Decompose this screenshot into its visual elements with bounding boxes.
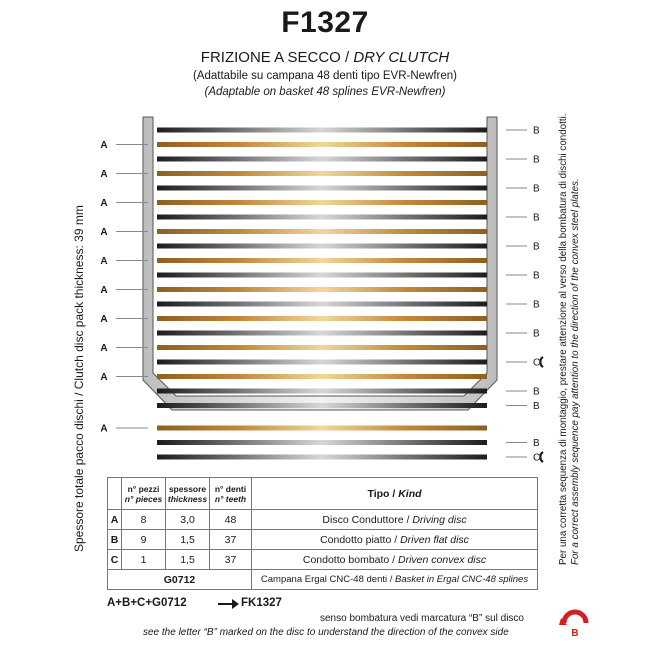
flat-steel-disc [157, 273, 487, 278]
disc-label-a: A [100, 285, 108, 296]
table-basket-row [108, 570, 538, 590]
driving-disc [157, 374, 487, 379]
convex-marker-icon [558, 603, 592, 639]
disc-label-b: B [533, 183, 540, 195]
arrow-head-icon [232, 599, 239, 609]
header-kind: Tipo / Kind [252, 478, 538, 510]
disc-label-a: A [100, 198, 108, 209]
spec-table [107, 477, 538, 590]
flat-steel-disc [157, 215, 487, 220]
convex-note-it: senso bombatura vedi marcatura “B” sul disco [320, 613, 524, 624]
disc-label-a: A [100, 227, 108, 238]
row-pieces: 8 [122, 510, 166, 530]
kit-formula: A+B+C+G0712 [107, 597, 187, 609]
disc-label-b: B [533, 270, 540, 282]
disc-label-a: A [100, 169, 108, 180]
disc-label-b: B [533, 125, 540, 137]
header-pieces: n° pezzi n° pieces [122, 478, 166, 510]
row-teeth: 37 [210, 530, 252, 550]
pack-thickness-label: Spessore totale pacco dischi / Clutch disc pack thickness: 39 mm [72, 205, 86, 552]
convex-note-en: see the letter “B” marked on the disc to understand the direction of the convex side [143, 627, 509, 638]
flat-steel-disc [157, 128, 487, 133]
row-kind: Condotto bombato / Driven convex disc [252, 550, 538, 570]
row-teeth: 48 [210, 510, 252, 530]
row-pieces: 9 [122, 530, 166, 550]
disc-stack [100, 126, 543, 464]
driving-disc [157, 287, 487, 292]
driving-disc [157, 171, 487, 176]
driving-disc [157, 426, 487, 431]
disc-label-a: A [100, 372, 108, 383]
flat-steel-disc [157, 440, 487, 445]
product-code: F1327 [281, 6, 369, 39]
header-teeth: n° denti n° teeth [210, 478, 252, 510]
assembly-note-en: For a correct assembly sequence pay attention to the direction of the convex steel plates. [570, 178, 581, 565]
convex-direction-icon [540, 452, 543, 462]
row-pieces: 1 [122, 550, 166, 570]
header-code [108, 478, 122, 510]
disc-label-c: C [533, 452, 541, 464]
flat-steel-disc [157, 389, 487, 394]
table-header-row [108, 478, 538, 510]
disc-label-a: A [100, 140, 108, 151]
basket-code: G0712 [108, 570, 252, 590]
disc-label-a: A [100, 256, 108, 267]
row-thickness: 1,5 [166, 530, 210, 550]
disc-label-b: B [533, 438, 540, 449]
subtitle-en: DRY CLUTCH [353, 49, 450, 66]
disc-label-a: A [100, 343, 108, 354]
convex-direction-icon [540, 357, 543, 367]
convex-steel-disc [157, 455, 487, 460]
flat-steel-disc [157, 157, 487, 162]
flat-steel-disc [157, 403, 487, 408]
flat-steel-disc [157, 302, 487, 307]
assembly-note-it: Per una corretta sequenza di montaggio, prestare attenzione al verso della bombatura di dischi condotti. [558, 113, 569, 565]
compatibility-it: (Adattabile su campana 48 denti tipo EVR-Newfren) [192, 70, 457, 82]
subtitle-it: FRIZIONE A SECCO / [200, 49, 354, 66]
table-row [108, 550, 538, 570]
disc-label-a: A [100, 423, 108, 435]
header-thickness: spessore thickness [166, 478, 210, 510]
basket-description: Campana Ergal CNC-48 denti / Basket in Ergal CNC-48 splines [252, 570, 538, 590]
row-code: A [108, 510, 122, 530]
disc-label-a: A [100, 314, 108, 325]
driving-disc [157, 229, 487, 234]
disc-label-b: B [533, 401, 540, 412]
disc-label-b: B [533, 241, 540, 253]
convex-steel-disc [157, 360, 487, 365]
row-kind: Disco Conduttore / Driving disc [252, 510, 538, 530]
disc-label-b: B [533, 212, 540, 224]
row-thickness: 3,0 [166, 510, 210, 530]
disc-label-b: B [533, 299, 540, 311]
flat-steel-disc [157, 186, 487, 191]
disc-label-b: B [533, 154, 540, 166]
disc-label-b: B [533, 386, 540, 398]
row-thickness: 1,5 [166, 550, 210, 570]
flat-steel-disc [157, 244, 487, 249]
table-row [108, 530, 538, 550]
convex-marker-letter: B [571, 628, 579, 639]
table-row [108, 510, 538, 530]
row-code: C [108, 550, 122, 570]
driving-disc [157, 200, 487, 205]
row-teeth: 37 [210, 550, 252, 570]
driving-disc [157, 258, 487, 263]
driving-disc [157, 316, 487, 321]
kit-code: FK1327 [241, 597, 282, 609]
assembly-note [558, 114, 582, 565]
disc-label-c: C [533, 357, 541, 369]
compatibility-en: (Adaptable on basket 48 splines EVR-Newfren) [204, 86, 446, 98]
driving-disc [157, 345, 487, 350]
row-kind: Condotto piatto / Driven flat disc [252, 530, 538, 550]
row-code: B [108, 530, 122, 550]
driving-disc [157, 142, 487, 147]
flat-steel-disc [157, 331, 487, 336]
disc-label-b: B [533, 328, 540, 340]
